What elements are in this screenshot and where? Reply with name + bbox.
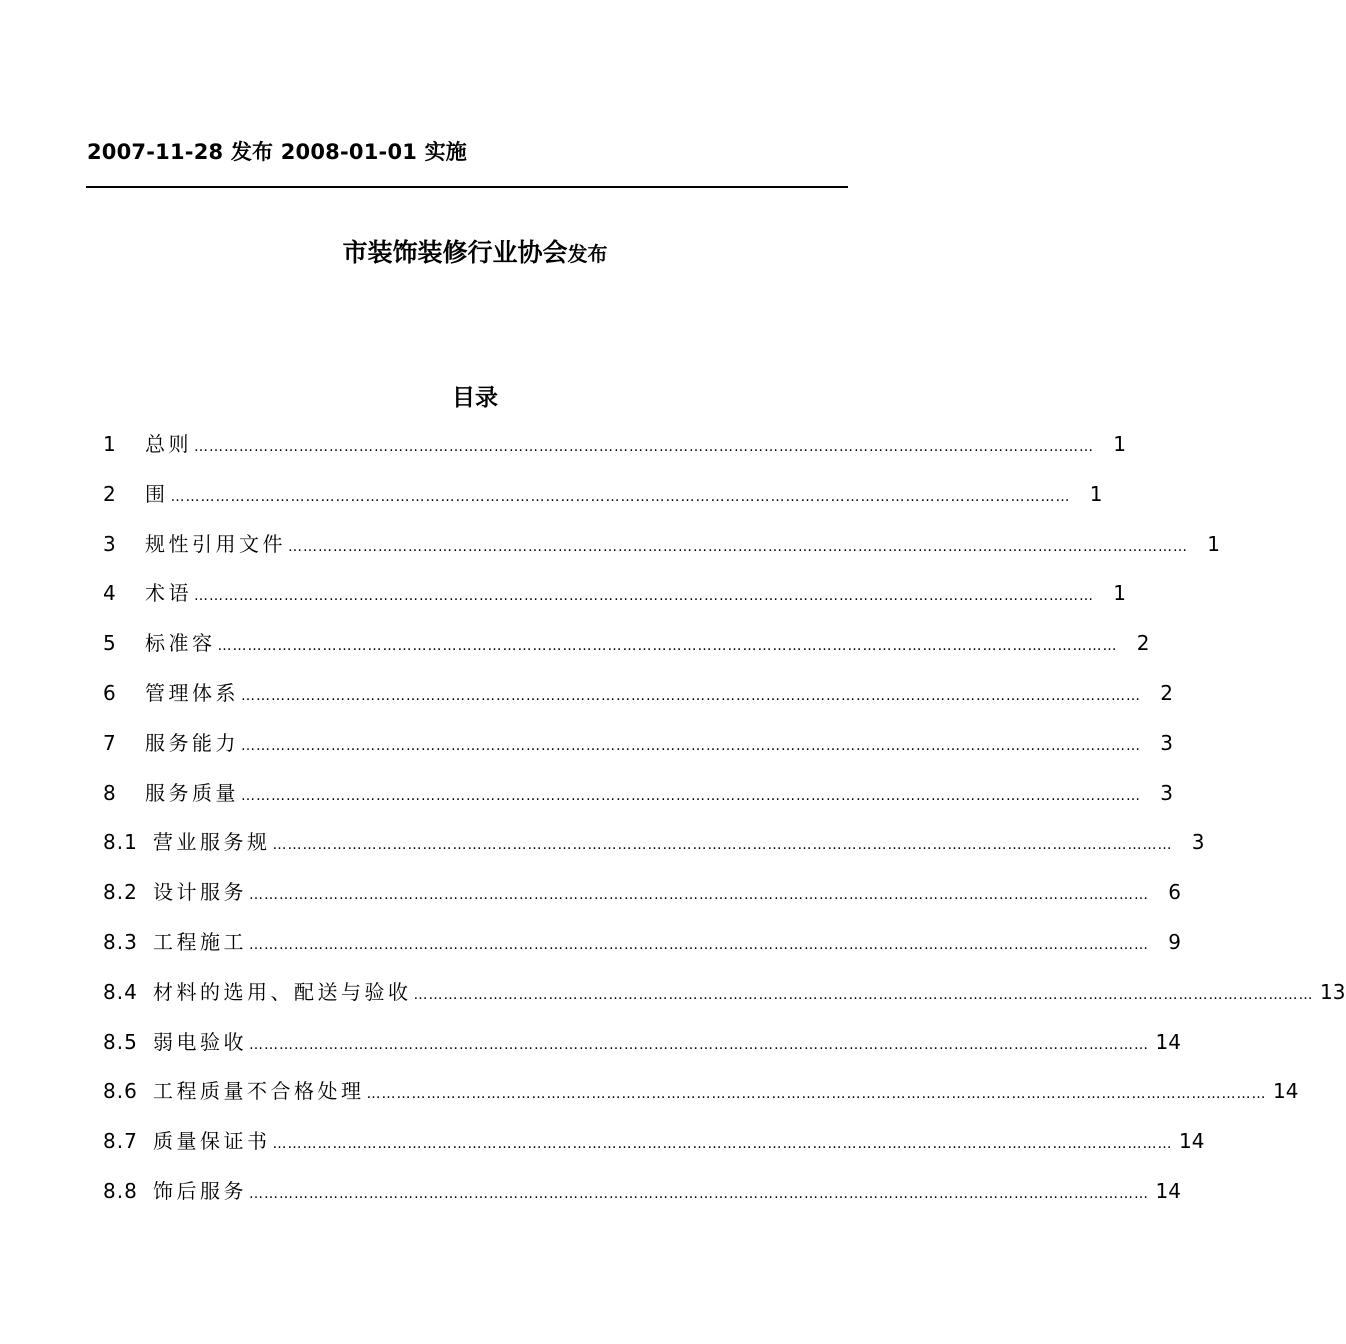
toc-entry-number: 8 — [103, 780, 117, 805]
toc-dot-leader: ……………………………………………………………………………………………………………………………………………………………… — [194, 439, 1094, 455]
publisher-suffix: 发布 — [567, 242, 608, 266]
toc-entry-label: 弱电验收 — [153, 1029, 247, 1054]
publisher-name: 市装饰装修行业协会 — [342, 238, 568, 267]
toc-dot-leader: ……………………………………………………………………………………………………………………………………………………………… — [249, 936, 1149, 953]
toc-entry-label: 质量保证书 — [153, 1129, 271, 1154]
toc-entry-number: 1 — [103, 432, 117, 456]
toc-entry-page: 2 — [1136, 631, 1150, 656]
header-divider — [86, 186, 848, 188]
toc-entry[interactable] — [103, 824, 1205, 874]
toc-entry-page: 9 — [1168, 929, 1181, 954]
toc-entry-page: 13 — [1320, 979, 1346, 1004]
toc-entry-number: 8.8 — [103, 1178, 138, 1203]
toc-entry-label: 饰后服务 — [153, 1178, 247, 1203]
toc-entry-label: 营业服务规 — [153, 830, 271, 855]
toc-entry[interactable] — [103, 1073, 1299, 1123]
toc-entry[interactable] — [103, 775, 1173, 825]
toc-dot-leader: ……………………………………………………………………………………………………………………………………………………………… — [272, 837, 1173, 854]
toc-entry-page: 3 — [1191, 830, 1205, 855]
toc-entry-label: 规性引用文件 — [145, 531, 286, 556]
toc-entry-label: 服务能力 — [145, 730, 239, 755]
toc-entry-page: 1 — [1207, 531, 1220, 556]
toc-entry-number: 8.7 — [103, 1129, 138, 1154]
publisher-line — [0, 233, 950, 269]
issue-date-line: 2007-11-28 发布 2008-01-01 实施 — [87, 140, 467, 164]
toc-entry-label: 设计服务 — [153, 880, 247, 905]
toc-entry-label: 工程质量不合格处理 — [153, 1079, 365, 1104]
toc-entry-label: 围 — [145, 481, 169, 506]
toc-dot-leader: ……………………………………………………………………………………………………………………………………………………………… — [249, 1185, 1149, 1202]
toc-dot-leader: ……………………………………………………………………………………………………………………………………………………………… — [288, 538, 1188, 555]
toc-dot-leader: ……………………………………………………………………………………………………………………………………………………………… — [272, 1136, 1173, 1153]
toc-entry[interactable] — [103, 1173, 1181, 1223]
toc-entry-number: 8.3 — [103, 929, 138, 954]
toc-entry[interactable] — [103, 476, 1103, 526]
toc-dot-leader: ……………………………………………………………………………………………………………………………………………………………… — [170, 488, 1071, 505]
toc-entry-label: 术语 — [145, 581, 192, 606]
toc-entry-number: 4 — [103, 581, 117, 606]
toc-entry-page: 3 — [1160, 780, 1173, 805]
toc-dot-leader: ……………………………………………………………………………………………………………………………………………………………… — [366, 1086, 1267, 1103]
toc-entry-number: 5 — [103, 631, 117, 656]
toc-entry-number: 8.6 — [103, 1079, 138, 1104]
toc-dot-leader: ……………………………………………………………………………………………………………………………………………………………… — [249, 1036, 1149, 1053]
toc-entry-number: 2 — [103, 481, 117, 506]
toc-entry-number: 8.2 — [103, 880, 138, 905]
toc-dot-leader: ……………………………………………………………………………………………………………………………………………………………… — [217, 638, 1118, 655]
toc-entry-page: 14 — [1155, 1029, 1181, 1054]
toc-dot-leader: ……………………………………………………………………………………………………………………………………………………………… — [241, 687, 1141, 704]
toc-entry-page: 14 — [1179, 1129, 1205, 1154]
toc-dot-leader: ……………………………………………………………………………………………………………………………………………………………… — [241, 737, 1141, 754]
toc-entry-page: 6 — [1168, 880, 1181, 905]
toc-dot-leader: ……………………………………………………………………………………………………………………………………………………………… — [249, 887, 1149, 904]
toc-dot-leader: ……………………………………………………………………………………………………………………………………………………………… — [241, 787, 1141, 804]
toc-entry-number: 3 — [103, 531, 117, 556]
toc-entry-label: 标准容 — [145, 631, 216, 656]
toc-entry-page: 1 — [1113, 432, 1126, 456]
toc-entry-number: 8.4 — [103, 979, 138, 1004]
toc-entry-label: 管理体系 — [145, 680, 239, 705]
toc-entry[interactable] — [103, 725, 1173, 775]
toc-entry[interactable] — [103, 874, 1181, 924]
toc-entry[interactable] — [103, 1123, 1205, 1173]
table-of-contents — [103, 426, 1346, 1223]
toc-entry[interactable] — [103, 924, 1181, 974]
toc-entry[interactable] — [103, 575, 1126, 625]
toc-dot-leader: ……………………………………………………………………………………………………………………………………………………………… — [413, 986, 1314, 1003]
toc-entry-page: 14 — [1273, 1079, 1299, 1104]
toc-entry-label: 服务质量 — [145, 780, 239, 805]
toc-entry-number: 6 — [103, 680, 117, 705]
toc-entry[interactable] — [103, 1024, 1181, 1074]
toc-entry-page: 3 — [1160, 730, 1173, 755]
toc-entry[interactable] — [103, 426, 1126, 476]
toc-entry-label: 材料的选用、配送与验收 — [153, 979, 412, 1004]
toc-entry-page: 1 — [1113, 581, 1126, 606]
toc-entry-number: 8.1 — [103, 830, 138, 855]
toc-entry-number: 8.5 — [103, 1029, 138, 1054]
toc-entry-page: 2 — [1160, 680, 1173, 705]
toc-entry-label: 总则 — [145, 432, 192, 456]
toc-dot-leader: ……………………………………………………………………………………………………………………………………………………………… — [194, 588, 1094, 605]
toc-entry-page: 14 — [1155, 1178, 1181, 1203]
toc-entry[interactable] — [103, 526, 1220, 576]
toc-entry-label: 工程施工 — [153, 929, 247, 954]
toc-entry[interactable] — [103, 675, 1173, 725]
toc-entry[interactable] — [103, 625, 1150, 675]
toc-entry-number: 7 — [103, 730, 117, 755]
toc-title: 目录 — [452, 385, 498, 411]
toc-entry[interactable] — [103, 974, 1346, 1024]
toc-entry-page: 1 — [1089, 481, 1103, 506]
